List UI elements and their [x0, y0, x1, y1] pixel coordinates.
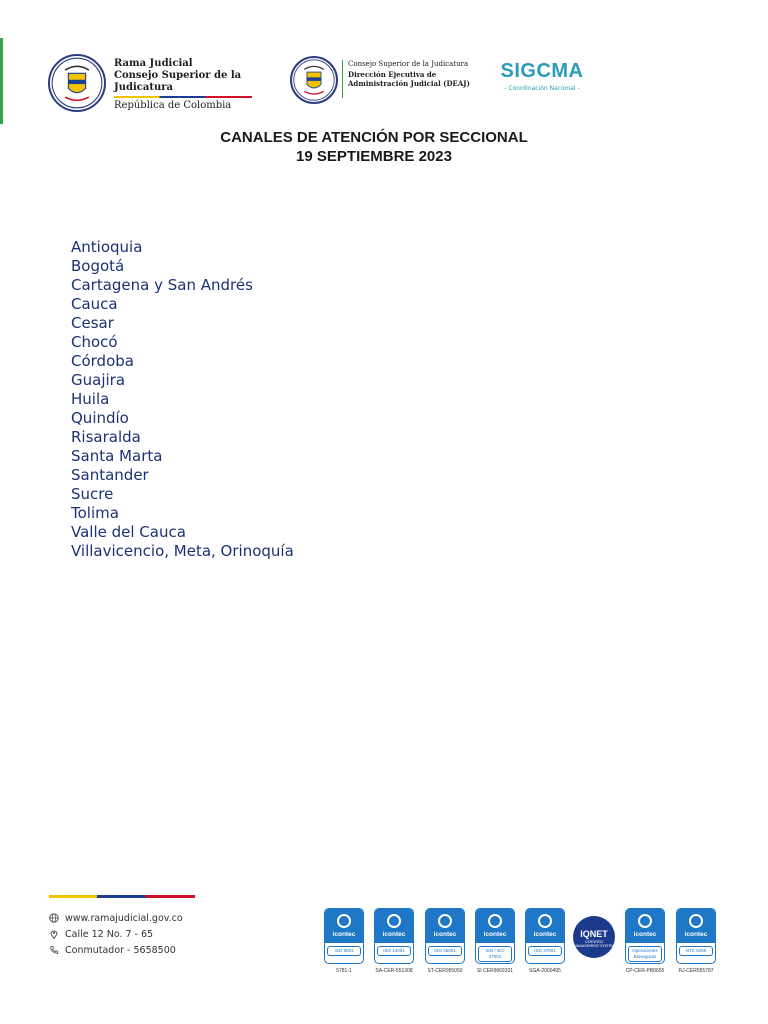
seccional-link[interactable]: Risaralda	[71, 428, 141, 446]
footer-tricolor-bar	[49, 895, 195, 898]
iqnet-name: IQNET	[580, 929, 608, 939]
contact-info	[49, 910, 183, 958]
rama-judicial-logo	[48, 52, 258, 112]
seccional-link[interactable]: Córdoba	[71, 352, 134, 370]
cert-iso27001	[475, 908, 515, 974]
seccional-link[interactable]: Cartagena y San Andrés	[71, 276, 253, 294]
cert-brand: icontec	[483, 931, 507, 938]
cert-brand: icontec	[684, 931, 708, 938]
cert-std: ISO 45001	[428, 946, 462, 956]
cert-std: ISO / IEC 27001	[478, 946, 512, 962]
cert-std: NTC 6256	[679, 946, 713, 956]
cert-code: RJ-CER555787	[678, 968, 714, 974]
cert-brand: icontec	[382, 931, 406, 938]
sigcma-logo	[496, 60, 588, 92]
seccional-link[interactable]: Santa Marta	[71, 447, 163, 465]
cert-code: SGA-2000495	[529, 968, 561, 974]
cert-brand: icontec	[433, 931, 457, 938]
location-pin-icon	[49, 929, 59, 939]
coat-of-arms-icon	[290, 56, 338, 104]
seccional-link[interactable]: Antioquia	[71, 238, 143, 256]
cert-std: ISO 14001	[377, 946, 411, 956]
cert-code: ST-CER955050	[427, 968, 463, 974]
seccional-link[interactable]: Villavicencio, Meta, Orinoquía	[71, 542, 294, 560]
cert-brand: icontec	[633, 931, 657, 938]
seccional-link[interactable]: Sucre	[71, 485, 114, 503]
seccional-link[interactable]: Cesar	[71, 314, 114, 332]
logo1-line2: Consejo Superior de la Judicatura	[114, 70, 242, 93]
cert-std: ISO 37001	[528, 946, 562, 956]
cert-iso14001	[374, 908, 414, 974]
cert-brand: icontec	[332, 931, 356, 938]
cert-operaciones-bioseguras	[625, 908, 665, 974]
seccional-link[interactable]: Tolima	[71, 504, 119, 522]
logo2-divider	[342, 60, 343, 98]
icontec-icon	[638, 914, 652, 928]
green-edge-accent	[0, 38, 3, 124]
icontec-icon	[438, 914, 452, 928]
cert-ntc6256	[676, 908, 716, 974]
logo1-line1: Rama Judicial	[114, 58, 193, 69]
seccional-link[interactable]: Valle del Cauca	[71, 523, 186, 541]
seccional-link[interactable]: Chocó	[71, 333, 118, 351]
cert-std: Operaciones Bioseguras	[628, 946, 662, 962]
logo2-line1: Consejo Superior de la Judicatura	[348, 60, 469, 68]
cert-std: ISO 9001	[327, 946, 361, 956]
coat-of-arms-icon	[48, 54, 106, 112]
tricolor-rule	[114, 96, 252, 98]
deaj-logo	[290, 56, 470, 108]
seccional-link[interactable]: Guajira	[71, 371, 126, 389]
cert-code: CP-CER-PB0655	[625, 968, 665, 974]
certifications-row	[324, 908, 724, 988]
phone-icon	[49, 945, 59, 955]
cert-iso9001	[324, 908, 364, 974]
seccional-link[interactable]: Santander	[71, 466, 149, 484]
logo1-line3: República de Colombia	[114, 100, 232, 111]
globe-icon	[49, 913, 59, 923]
iqnet-badge	[573, 916, 615, 958]
cert-iso45001	[425, 908, 465, 974]
seccional-link[interactable]: Cauca	[71, 295, 118, 313]
phone-text: Conmutador - 5658500	[65, 944, 176, 956]
website-link[interactable]: www.ramajudicial.gov.co	[65, 912, 183, 924]
title-line2: 19 SEPTIEMBRE 2023	[296, 148, 452, 165]
title-line1: CANALES DE ATENCIÓN POR SECCIONAL	[220, 129, 528, 146]
logo2-line3: Administración Judicial (DEAJ)	[348, 79, 470, 88]
cert-brand: icontec	[533, 931, 557, 938]
icontec-icon	[538, 914, 552, 928]
cert-iso37001	[525, 908, 565, 974]
iqnet-sub: CERTIFIED MANAGEMENT SYSTEM	[573, 940, 615, 948]
icontec-icon	[337, 914, 351, 928]
document-title	[0, 128, 748, 166]
seccionales-list	[71, 238, 294, 561]
sigcma-tagline: - Coordinación Nacional -	[504, 85, 580, 92]
icontec-icon	[689, 914, 703, 928]
address-text: Calle 12 No. 7 - 65	[65, 928, 154, 940]
cert-code: 5781-1	[336, 968, 352, 974]
cert-code: SI CER9669331	[476, 968, 514, 974]
sigcma-name: SIGCMA	[500, 60, 584, 82]
seccional-link[interactable]: Huila	[71, 390, 110, 408]
icontec-icon	[387, 914, 401, 928]
cert-code: SA-CER-551308	[375, 968, 413, 974]
logo2-line2: Dirección Ejecutiva de	[348, 69, 437, 79]
seccional-link[interactable]: Quindío	[71, 409, 129, 427]
seccional-link[interactable]: Bogotá	[71, 257, 125, 275]
icontec-icon	[488, 914, 502, 928]
